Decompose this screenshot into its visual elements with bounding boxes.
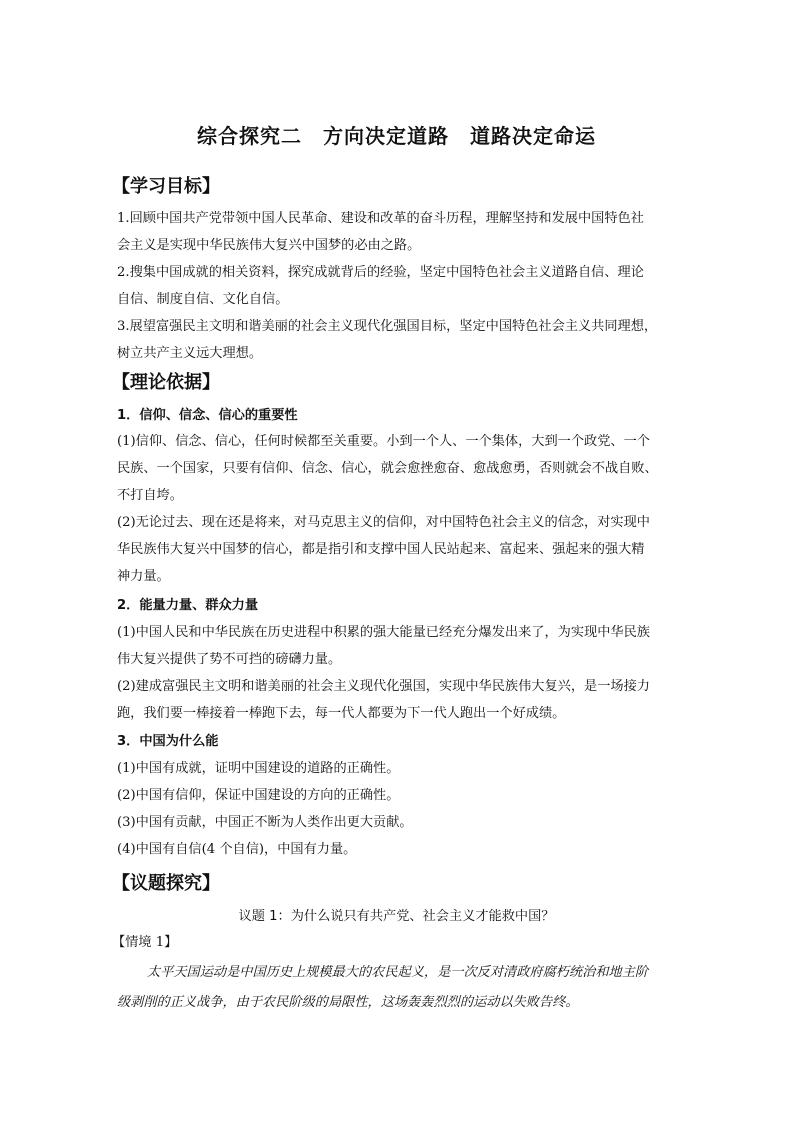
text-line: 民族、一个国家，只要有信仰、信念、信心，就会愈挫愈奋、愈战愈勇，否则就会不战自败、 bbox=[117, 461, 658, 476]
theory-subheading-1: 1．信仰、信念、信心的重要性 bbox=[117, 408, 298, 423]
text-line: 不打自垮。 bbox=[117, 488, 183, 503]
text-line: 级剥削的正义战争，由于农民阶级的局限性，这场轰轰烈烈的运动以失败告终。 bbox=[117, 995, 579, 1010]
heading-theory: 【理论依据】 bbox=[112, 372, 220, 393]
theory-paragraph-1 bbox=[117, 428, 680, 509]
page-title: 综合探究二 方向决定道路 道路决定命运 bbox=[197, 124, 596, 148]
theory-paragraph-6 bbox=[117, 782, 680, 809]
theory-paragraph-7 bbox=[117, 809, 680, 836]
theory-paragraph-2 bbox=[117, 509, 680, 590]
text-line: (1)中国有成就，证明中国建设的道路的正确性。 bbox=[117, 761, 400, 776]
text-line: (2)建成富强民主文明和谐美丽的社会主义现代化强国，实现中华民族伟大复兴，是一场接力 bbox=[117, 679, 650, 694]
text-line: 华民族伟大复兴中国梦的信心，都是指引和支撑中国人民站起来、富起来、强起来的强大精 bbox=[117, 542, 645, 557]
theory-paragraph-3 bbox=[117, 619, 680, 673]
text-line: (1)中国人民和中华民族在历史进程中积累的强大能量已经充分爆发出来了，为实现中华民族 bbox=[117, 625, 650, 640]
text-line: 自信、制度自信、文化自信。 bbox=[117, 292, 289, 307]
text-line: 太平天国运动是中国历史上规模最大的农民起义，是一次反对清政府腐朽统治和地主阶 bbox=[147, 965, 649, 980]
text-line: 神力量。 bbox=[117, 569, 170, 584]
case-text-1 bbox=[117, 958, 682, 1018]
text-line: (2)无论过去、现在还是将来，对马克思主义的信仰，对中国特色社会主义的信念，对实现中 bbox=[117, 515, 650, 530]
heading-learning-goals: 【学习目标】 bbox=[112, 176, 220, 197]
goal-item-3 bbox=[117, 313, 680, 367]
text-line: (3)中国有贡献，中国正不断为人类作出更大贡献。 bbox=[117, 815, 413, 830]
text-line: 跑，我们要一棒接着一棒跑下去，每一代人都要为下一代人跑出一个好成绩。 bbox=[117, 706, 566, 721]
theory-paragraph-4 bbox=[117, 673, 680, 727]
text-line: (4)中国有自信(4 个自信)，中国有力量。 bbox=[117, 842, 357, 857]
text-line: (1)信仰、信念、信心，任何时候都至关重要。小到一个人、一个集体，大到一个政党、一个 bbox=[117, 434, 650, 449]
text-line: 3.展望富强民主文明和谐美丽的社会主义现代化强国目标，坚定中国特色社会主义共同理想， bbox=[117, 319, 658, 334]
theory-subheading-2: 2．能量力量、群众力量 bbox=[117, 598, 259, 613]
text-line: (2)中国有信仰，保证中国建设的方向的正确性。 bbox=[117, 788, 400, 803]
text-line: 树立共产主义远大理想。 bbox=[117, 346, 263, 361]
text-line: 伟大复兴提供了势不可挡的磅礴力量。 bbox=[117, 652, 342, 667]
theory-subheading-3: 3．中国为什么能 bbox=[117, 734, 219, 749]
case-label-1: 【情境 1】 bbox=[112, 935, 178, 950]
text-line: 2.搜集中国成就的相关资料，探究成就背后的经验，坚定中国特色社会主义道路自信、理论 bbox=[117, 265, 644, 280]
inquiry-topic-1: 议题 1：为什么说只有共产党、社会主义才能救中国？ bbox=[238, 909, 555, 924]
theory-paragraph-5 bbox=[117, 755, 680, 782]
heading-inquiry: 【议题探究】 bbox=[112, 873, 220, 894]
goal-item-1 bbox=[117, 205, 680, 259]
goal-item-2 bbox=[117, 259, 680, 313]
theory-paragraph-8 bbox=[117, 836, 680, 863]
text-line: 会主义是实现中华民族伟大复兴中国梦的必由之路。 bbox=[117, 238, 421, 253]
text-line: 1.回顾中国共产党带领中国人民革命、建设和改革的奋斗历程，理解坚持和发展中国特色社 bbox=[117, 211, 644, 226]
